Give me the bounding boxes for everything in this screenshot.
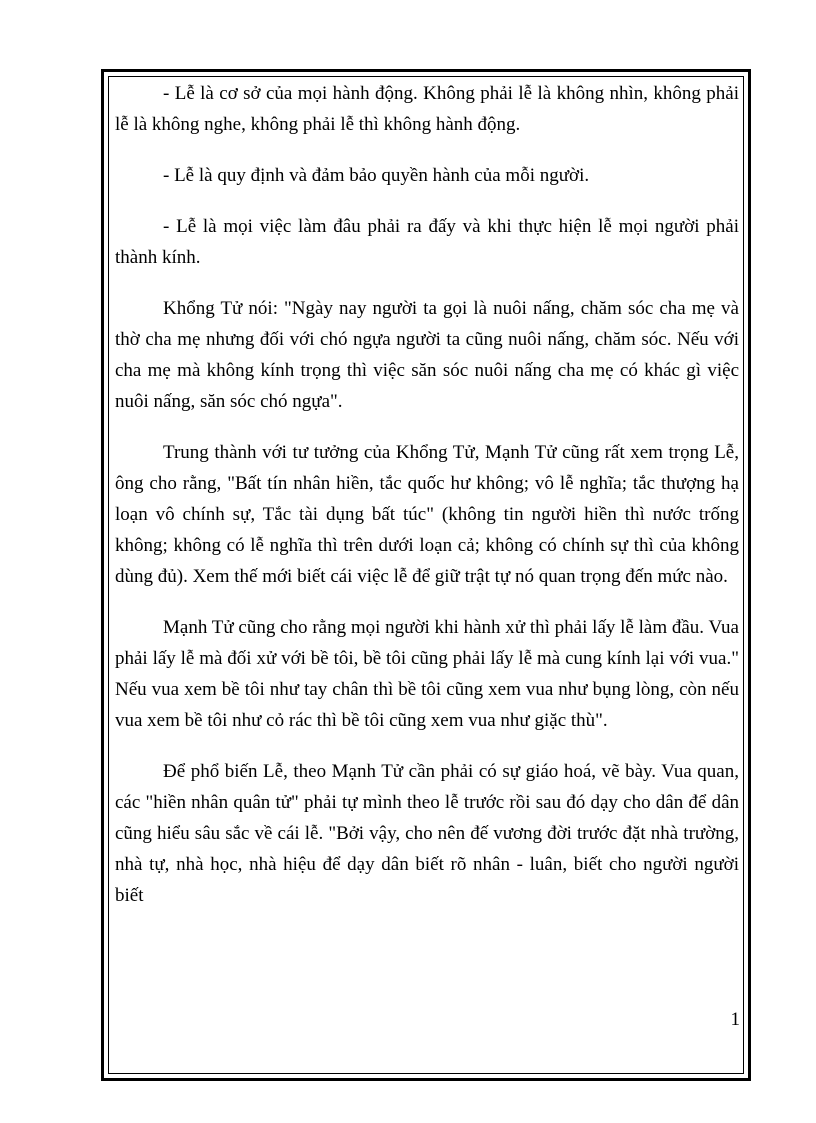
paragraph-bullet-2: - Lễ là quy định và đảm bảo quyền hành của mỗi người. [163,165,590,186]
document-body [115,78,739,911]
paragraph-bullet-3: - Lễ là mọi việc làm đâu phải ra đấy và khi thực hiện lễ mọi người phải thành kính. [115,216,739,268]
paragraph-bullet-1: - Lễ là cơ sở của mọi hành động. Không phải lễ là không nhìn, không phải lễ là không nghe, không phải lễ thì không hành động. [115,83,739,135]
paragraph-pho-bien-le: Để phổ biến Lễ, theo Mạnh Tử cần phải có sự giáo hoá, vẽ bày. Vua quan, các "hiền nhân quân tử" phải tự mình theo lễ trước rồi sau đó dạy cho dân để dân cũng hiểu sâu sắc về cái lễ. "Bởi vậy, cho nên đế vương đời trước đặt nhà trường, nhà tự, nhà học, nhà hiệu để dạy dân biết rõ nhân - luân, biết cho người người biết [115,761,739,906]
paragraph-manh-tu-le: Trung thành với tư tưởng của Khổng Tử, Mạnh Tử cũng rất xem trọng Lễ, ông cho rằng, "Bất tín nhân hiền, tắc quốc hư không; vô lễ nghĩa; tắc thượng hạ loạn vô chính sự, Tắc tài dụng bất túc" (không tin người hiền thì nước trống không; không có lễ nghĩa thì trên dưới loạn cả; không có chính sự thì của không dùng đủ). Xem thế mới biết cái việc lễ để giữ trật tự nó quan trọng đến mức nào. [115,442,739,587]
page-number: 1 [730,1009,740,1030]
paragraph-manh-tu-hanh-xu: Mạnh Tử cũng cho rằng mọi người khi hành xử thì phải lấy lễ làm đầu. Vua phải lấy lễ mà đối xử với bề tôi, bề tôi cũng phải lấy lễ mà cung kính lại với vua." Nếu vua xem bề tôi như tay chân thì bề tôi cũng xem vua như bụng lòng, còn nếu vua xem bề tôi như cỏ rác thì bề tôi cũng xem vua như giặc thù". [115,617,739,731]
paragraph-khong-tu-quote: Khổng Tử nói: "Ngày nay người ta gọi là nuôi nấng, chăm sóc cha mẹ và thờ cha mẹ nhưng đối với chó ngựa người ta cũng nuôi nấng, chăm sóc. Nếu với cha mẹ mà không kính trọng thì việc săn sóc nuôi nấng cha mẹ có khác gì việc nuôi nấng, săn sóc chó ngựa". [115,298,739,412]
